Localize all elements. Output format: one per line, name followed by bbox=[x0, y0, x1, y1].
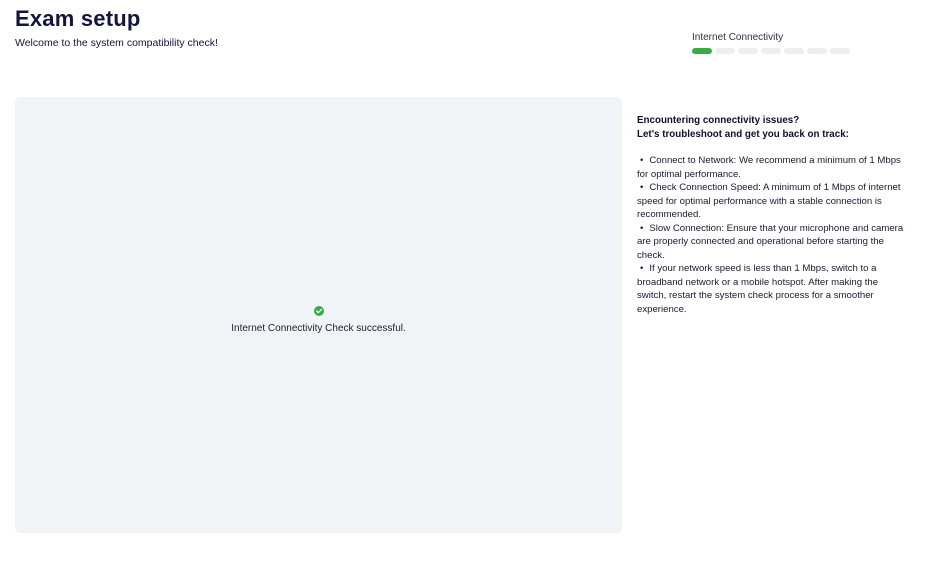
tip-text: Connect to Network: We recommend a minimum of 1 Mbps for optimal performance. bbox=[637, 155, 901, 180]
progress-step-6 bbox=[807, 48, 827, 54]
troubleshoot-heading bbox=[637, 114, 905, 141]
current-step-label: Internet Connectivity bbox=[692, 32, 784, 43]
progress-step-4 bbox=[761, 48, 781, 54]
bullet-icon: • bbox=[640, 222, 644, 234]
troubleshoot-tips bbox=[637, 154, 905, 316]
check-status bbox=[15, 303, 622, 334]
progress-step-7 bbox=[830, 48, 850, 54]
tip-item bbox=[637, 222, 905, 263]
check-status-text: Internet Connectivity Check successful. bbox=[231, 323, 406, 334]
troubleshoot-heading-line2: Let's troubleshoot and get you back on track: bbox=[637, 128, 849, 140]
tip-item bbox=[637, 181, 905, 222]
bullet-icon: • bbox=[640, 182, 644, 193]
tip-item bbox=[637, 262, 905, 316]
bullet-icon: • bbox=[640, 155, 644, 166]
troubleshoot-heading-line1: Encountering connectivity issues? bbox=[637, 115, 800, 126]
progress-step-5 bbox=[784, 48, 804, 54]
progress-step-2 bbox=[715, 48, 735, 54]
setup-progress bbox=[692, 32, 862, 54]
check-circle-icon bbox=[314, 303, 324, 313]
progress-step-3 bbox=[738, 48, 758, 54]
progress-step-1 bbox=[692, 48, 712, 54]
check-panel bbox=[15, 97, 622, 533]
step-track bbox=[692, 48, 862, 54]
tip-text: Slow Connection: Ensure that your microphone and camera are properly connected and operational before starting the check. bbox=[637, 222, 904, 261]
bullet-icon: • bbox=[640, 263, 644, 274]
page-title: Exam setup bbox=[15, 6, 141, 31]
tip-text: If your network speed is less than 1 Mbps, switch to a broadband network or a mobile hotspot. After making the switch, restart the system check process for a smoother experience. bbox=[637, 263, 879, 315]
troubleshoot-panel bbox=[637, 114, 905, 316]
tip-text: Check Connection Speed: A minimum of 1 Mbps of internet speed for optimal performance with a stable connection is recommended. bbox=[637, 182, 901, 220]
page-subtitle: Welcome to the system compatibility check! bbox=[15, 37, 218, 49]
tip-item bbox=[637, 154, 905, 181]
